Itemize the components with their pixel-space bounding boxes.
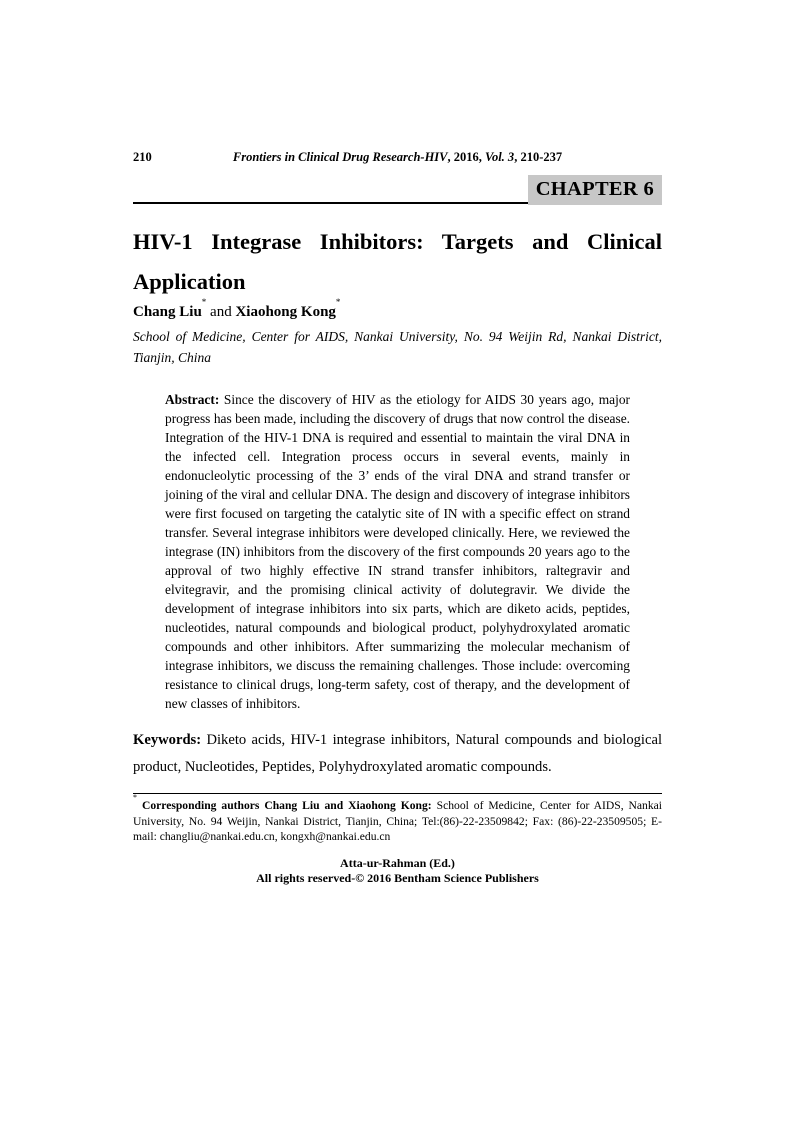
affiliation: School of Medicine, Center for AIDS, Nankai University, No. 94 Weijin Rd, Nankai District, Tianjin, China <box>133 329 662 365</box>
footnote-bold-lead: Corresponding authors Chang Liu and Xiaohong Kong: <box>141 799 432 812</box>
authors-connector: and <box>206 304 236 320</box>
running-head <box>133 150 662 165</box>
corresponding-author-footnote <box>133 793 663 845</box>
journal-year: , 2016, <box>447 150 485 164</box>
abstract <box>165 390 630 713</box>
page-content <box>133 0 662 887</box>
authors-line <box>133 297 662 321</box>
abstract-label: Abstract: <box>165 392 220 407</box>
journal-citation <box>233 150 562 164</box>
author-1-asterisk: * <box>201 297 207 307</box>
footnote-rule <box>133 793 662 794</box>
chapter-badge: CHAPTER 6 <box>528 175 662 205</box>
imprint-block <box>133 856 662 887</box>
journal-title: Frontiers in Clinical Drug Research-HIV <box>232 150 448 164</box>
author-name-1: Chang Liu <box>133 304 202 320</box>
article-title-line2: Application <box>133 269 246 294</box>
chapter-row <box>133 175 662 205</box>
editor-line: Atta-ur-Rahman (Ed.) <box>340 855 455 870</box>
journal-volume: Vol. 3 <box>485 150 515 164</box>
journal-pages: , 210-237 <box>514 150 563 164</box>
article-title-line1: HIV-1 Integrase Inhibitors: Targets and Clinical <box>133 229 662 254</box>
abstract-text: Since the discovery of HIV as the etiology for AIDS 30 years ago, major progress has been made, including the discovery of drugs that now control the disease. Integration of the HIV-1 DNA is required and essential to maintain the viral DNA in the infected cell. Integration process occurs in several events, mainly in endonucleolytic processing of the 3’ ends of the viral DNA and strand transfer or joining of the viral and cellular DNA. The design and discovery of integrase inhibitors were first focused on targeting the catalytic site of IN with a specific effect on strand transfer. Several integrase inhibitors were developed clinically. Here, we reviewed the integrase (IN) inhibitors from the discovery of the first compounds 20 years ago to the approval of two highly effective IN strand transfer inhibitors, raltegravir and elvitegravir, and the promising clinical activity of dolutegravir. We divide the development of integrase inhibitors into six parts, which are diketo acids, peptides, nucleotides, natural compounds and biological product, polyhydroxylated aromatic compounds and other inhibitors. After summarizing the molecular mechanism of integrase inhibitors, we discuss the remaining challenges. Those include: overcoming resistance to clinical drugs, long-term safety, cost of therapy, and the development of new classes of inhibitors. <box>165 392 630 711</box>
author-2-asterisk: * <box>335 297 341 307</box>
keywords-label: Keywords: <box>133 732 202 748</box>
keywords <box>133 727 662 781</box>
author-name-2: Xiaohong Kong <box>235 304 336 320</box>
page-number: 210 <box>133 150 152 164</box>
footnote-asterisk: * <box>133 793 137 803</box>
footnote-text: School of Medicine, Center for AIDS, Nankai University, No. 94 Weijin, Nankai District, Tianjin, China; Tel:(86)-22-23509842; Fax: (86)-22-23509505; E-mail: changliu@nankai.edu.cn, kongxh@nankai.edu.cn <box>133 799 663 843</box>
copyright-line: All rights reserved-© 2016 Bentham Science Publishers <box>256 871 539 885</box>
article-title <box>133 222 662 302</box>
keywords-text: Diketo acids, HIV-1 integrase inhibitors, Natural compounds and biological product, Nucleotides, Peptides, Polyhydroxylated aromatic compounds. <box>133 732 662 775</box>
